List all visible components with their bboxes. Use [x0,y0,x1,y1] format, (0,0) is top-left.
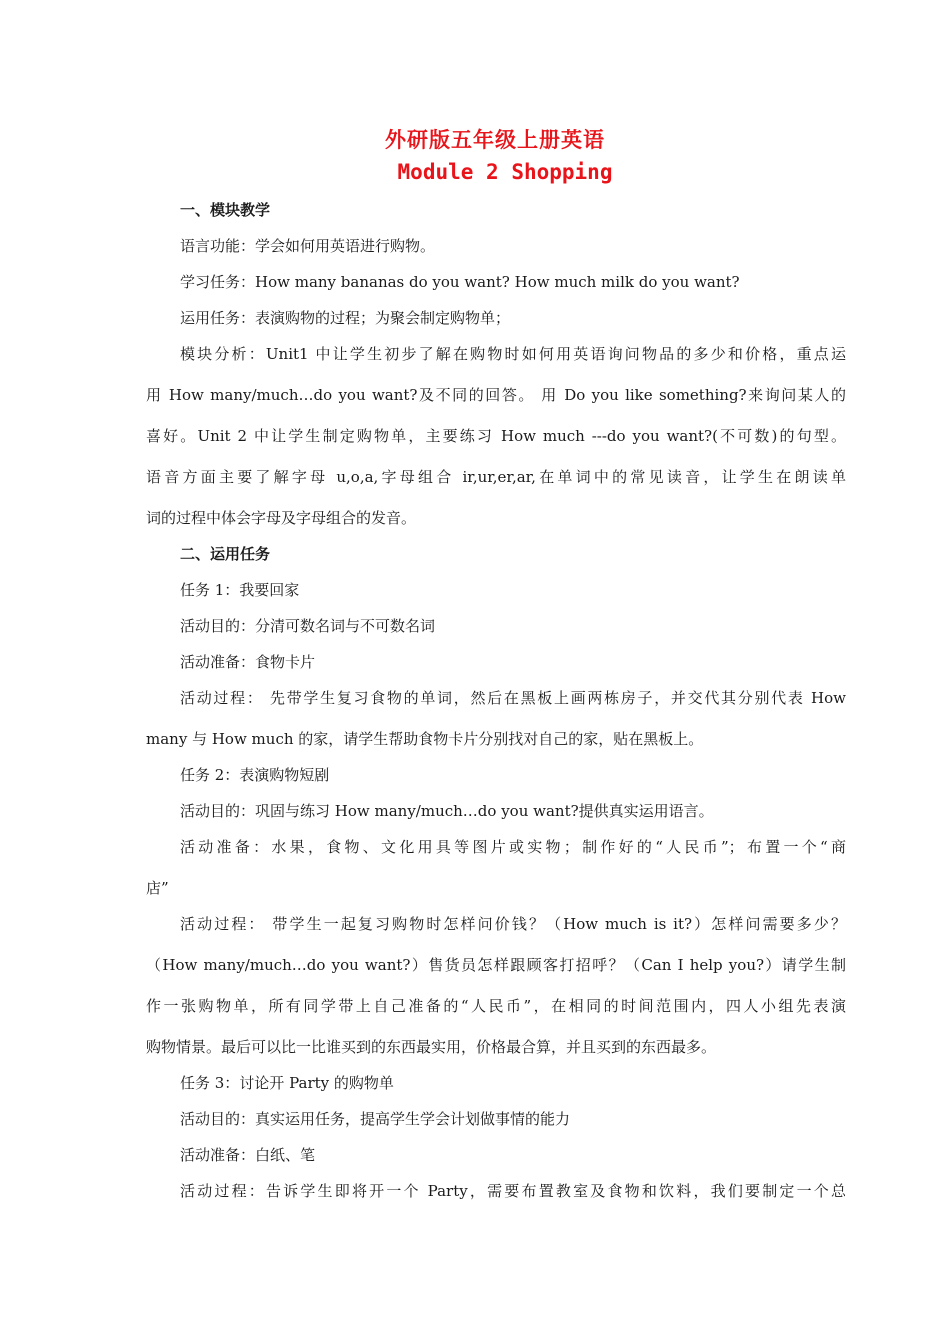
task-1-preparation: 活动准备：食物卡片 [180,653,316,671]
task-3-process-line: 活动过程：告诉学生即将开一个 Party，需要布置教室及食物和饮料，我们要制定一个总 [180,1182,846,1200]
task-2-process-line: 购物情景。最后可以比一比谁买到的东西最实用，价格最合算，并且买到的东西最多。 [146,1038,717,1056]
task-2-title: 任务 2：表演购物短剧 [180,766,330,784]
task-1-title: 任务 1：我要回家 [180,581,300,599]
section-heading-module-teaching: 一、模块教学 [180,201,271,219]
task-3-preparation: 活动准备：白纸、笔 [180,1146,316,1164]
paragraph-module-analysis-line: 用 How many/much…do you want?及不同的回答。 用 Do you like something?来询问某人的 [146,386,846,404]
task-3-purpose: 活动目的：真实运用任务，提高学生学会计划做事情的能力 [180,1110,571,1128]
document-subtitle: Module 2 Shopping [397,160,613,184]
task-1-process-line: many 与 How much 的家，请学生帮助食物卡片分别找对自己的家，贴在黑板上。 [146,730,704,748]
paragraph-module-analysis-line: 语音方面主要了解字母 u,o,a,字母组合 ir,ur,er,ar,在单词中的常见读音，让学生在朗读单 [146,468,846,486]
paragraph-module-analysis-line: 词的过程中体会字母及字母组合的发音。 [146,509,417,527]
paragraph-module-analysis-line: 模块分析：Unit1 中让学生初步了解在购物时如何用英语询问物品的多少和价格，重点运 [180,345,846,363]
task-1-purpose: 活动目的：分清可数名词与不可数名词 [180,617,436,635]
paragraph-application-task: 运用任务：表演购物的过程；为聚会制定购物单； [180,309,511,327]
task-2-process-line: （How many/much…do you want?）售货员怎样跟顾客打招呼？（Can I help you?）请学生制 [146,956,846,974]
section-heading-application-tasks: 二、运用任务 [180,545,271,563]
task-3-title: 任务 3：讨论开 Party 的购物单 [180,1074,394,1092]
paragraph-language-function: 语言功能：学会如何用英语进行购物。 [180,237,436,255]
paragraph-module-analysis-line: 喜好。Unit 2 中让学生制定购物单，主要练习 How much ---do you want?(不可数)的句型。 [146,427,846,445]
task-2-preparation-line: 店” [146,879,169,897]
paragraph-learning-task: 学习任务：How many bananas do you want? How much milk do you want? [180,273,740,291]
document-title: 外研版五年级上册英语 [385,127,605,152]
task-1-process-line: 活动过程： 先带学生复习食物的单词，然后在黑板上画两栋房子，并交代其分别代表 How [180,689,846,707]
task-2-process-line: 作一张购物单，所有同学带上自己准备的“人民币”，在相同的时间范围内，四人小组先表演 [146,997,846,1015]
task-2-purpose: 活动目的：巩固与练习 How many/much…do you want?提供真实运用语言。 [180,802,714,820]
task-2-preparation-line: 活动准备：水果，食物、文化用具等图片或实物；制作好的“人民币”；布置一个“商 [180,838,846,856]
task-2-process-line: 活动过程： 带学生一起复习购物时怎样问价钱？（How much is it?）怎样问需要多少？ [180,915,846,933]
